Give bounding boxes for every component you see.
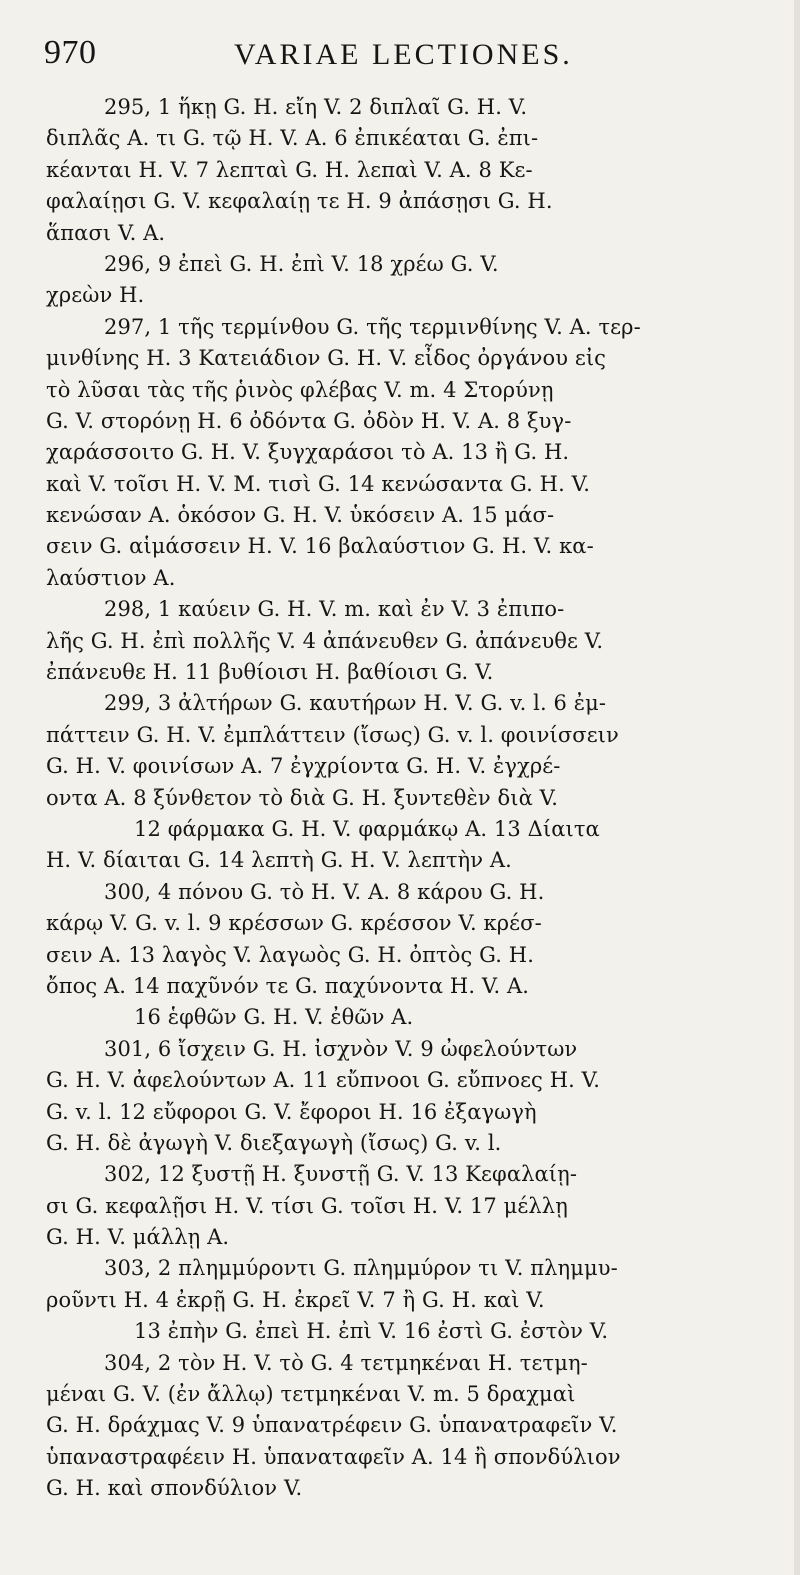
apparatus-line: G. H. V. ἀφελούντων A. 11 εὔπνοοι G. εὔπνοες H. V. — [46, 1068, 601, 1093]
apparatus-line: ὄπος A. 14 παχῦνόν τε G. παχύνοντα H. V. A. — [46, 973, 530, 998]
apparatus-line: G. H. δὲ ἀγωγὴ V. διεξαγωγὴ (ἴσως) G. v. l. — [46, 1130, 502, 1155]
page-number: 970 — [44, 34, 97, 71]
apparatus-line: G. H. καὶ σπονδύλιον V. — [46, 1476, 303, 1501]
apparatus-line: κέανται H. V. 7 λεπταὶ G. H. λεπαὶ V. A. 8 Κε- — [46, 157, 533, 182]
apparatus-line: πάττειν G. H. V. ἐμπλάττειν (ἴσως) G. v. l. φοινίσσειν — [46, 722, 619, 747]
apparatus-line: 16 ἑφθῶν G. H. V. ἐθῶν A. — [134, 1005, 414, 1030]
apparatus-line: 297, 1 τῆς τερμίνθου G. τῆς τερμινθίνης V. A. τερ- — [104, 314, 641, 339]
apparatus-line: λῆς G. H. ἐπὶ πολλῆς V. 4 ἀπάνευθεν G. ἀπάνευθε V. — [46, 628, 604, 653]
apparatus-line: μέναι G. V. (ἐν ἄλλῳ) τετμηκέναι V. m. 5 δραχμαὶ — [46, 1382, 576, 1407]
apparatus-line: κενώσαν A. ὁκόσον G. H. V. ὑκόσειν A. 15 μάσ- — [46, 503, 555, 528]
apparatus-line: 304, 2 τὸν H. V. τὸ G. 4 τετμηκέναι H. τετμη- — [104, 1350, 588, 1375]
apparatus-line: φαλαίῃσι G. V. κεφαλαίῃ τε H. 9 ἀπάσῃσι G. H. — [46, 189, 553, 214]
apparatus-line: 12 φάρμακα G. H. V. φαρμάκῳ A. 13 Δίαιτα — [134, 816, 600, 841]
apparatus-line: H. V. δίαιται G. 14 λεπτὴ G. H. V. λεπτὴν A. — [46, 848, 512, 873]
apparatus-line: G. V. στορόνῃ H. 6 ὀδόντα G. ὀδὸν H. V. A. 8 ξυγ- — [46, 408, 572, 433]
apparatus-line: ὑπαναστραφέειν H. ὑπαναταφεῖν A. 14 ἢ σπονδύλιον — [46, 1444, 621, 1469]
apparatus-line: 13 ἐπὴν G. ἐπεὶ H. ἐπὶ V. 16 ἐστὶ G. ἐστὸν V. — [134, 1319, 609, 1344]
apparatus-line: σι G. κεφαλῇσι H. V. τίσι G. τοῖσι H. V. 17 μέλλῃ — [46, 1193, 568, 1218]
apparatus-line: κάρῳ V. G. v. l. 9 κρέσσων G. κρέσσον V. κρέσ- — [46, 911, 542, 936]
apparatus-line: 303, 2 πλημμύροντι G. πλημμύρον τι V. πλημμυ- — [104, 1256, 618, 1281]
apparatus-line: G. H. δράχμας V. 9 ὑπανατρέφειν G. ὑπανατραφεῖν V. — [46, 1413, 618, 1438]
page-header — [44, 34, 764, 84]
page-edge — [794, 0, 800, 1575]
apparatus-line: 296, 9 ἐπεὶ G. H. ἐπὶ V. 18 χρέω G. V. — [104, 251, 499, 276]
apparatus-line: G. H. V. φοινίσων A. 7 ἐγχρίοντα G. H. V. ἐγχρέ- — [46, 754, 561, 779]
apparatus-line: χαράσσοιτο G. H. V. ξυγχαράσοι τὸ A. 13 ἢ G. H. — [46, 440, 570, 465]
apparatus-line: χρεὼν H. — [46, 283, 145, 308]
apparatus-line: G. H. V. μάλλῃ A. — [46, 1225, 230, 1250]
apparatus-line: G. v. l. 12 εὔφοροι G. V. ἔφοροι H. 16 ἐξαγωγὴ — [46, 1099, 537, 1124]
apparatus-line: 298, 1 καύειν G. H. V. m. καὶ ἐν V. 3 ἐπιπο- — [104, 597, 565, 622]
apparatus-line: ροῦντι H. 4 ἐκρῇ G. H. ἐκρεῖ V. 7 ἢ G. H. καὶ V. — [46, 1287, 545, 1312]
apparatus-line: ἅπασι V. A. — [46, 220, 166, 245]
apparatus-line: 302, 12 ξυστῇ H. ξυνστῇ G. V. 13 Κεφαλαίῃ- — [104, 1162, 578, 1187]
apparatus-line: διπλᾶς A. τι G. τῷ H. V. A. 6 ἐπικέαται G. ἐπι- — [46, 126, 539, 151]
apparatus-line: 300, 4 πόνου G. τὸ H. V. A. 8 κάρου G. H. — [104, 879, 545, 904]
apparatus-line: ἐπάνευθε H. 11 βυθίοισι H. βαθίοισι G. V. — [46, 660, 494, 685]
running-head: VARIAE LECTIONES. — [234, 38, 573, 71]
apparatus-line: τὸ λῦσαι τὰς τῆς ῥινὸς φλέβας V. m. 4 Στορύνῃ — [46, 377, 554, 402]
critical-apparatus — [46, 92, 784, 1505]
apparatus-line: λαύστιον A. — [46, 565, 176, 590]
apparatus-line: σειν A. 13 λαγὸς V. λαγωὸς G. H. ὀπτὸς G. H. — [46, 942, 534, 967]
apparatus-line: σειν G. αἱμάσσειν H. V. 16 βαλαύστιον G. H. V. κα- — [46, 534, 594, 559]
apparatus-line: 295, 1 ἥκῃ G. H. εἴη V. 2 διπλαῖ G. H. V. — [104, 95, 528, 119]
apparatus-line: μινθίνης H. 3 Κατειάδιον G. H. V. εἶδος ὀργάνου εἰς — [46, 346, 607, 371]
apparatus-line: καὶ V. τοῖσι H. V. M. τισὶ G. 14 κενώσαντα G. H. V. — [46, 471, 590, 496]
apparatus-line: 301, 6 ἴσχειν G. H. ἰσχνὸν V. 9 ὠφελούντων — [104, 1036, 578, 1061]
apparatus-line: οντα A. 8 ξύνθετον τὸ διὰ G. H. ξυντεθὲν διὰ V. — [46, 785, 559, 810]
apparatus-line: 299, 3 ἀλτήρων G. καυτήρων H. V. G. v. l. 6 ἐμ- — [104, 691, 607, 716]
